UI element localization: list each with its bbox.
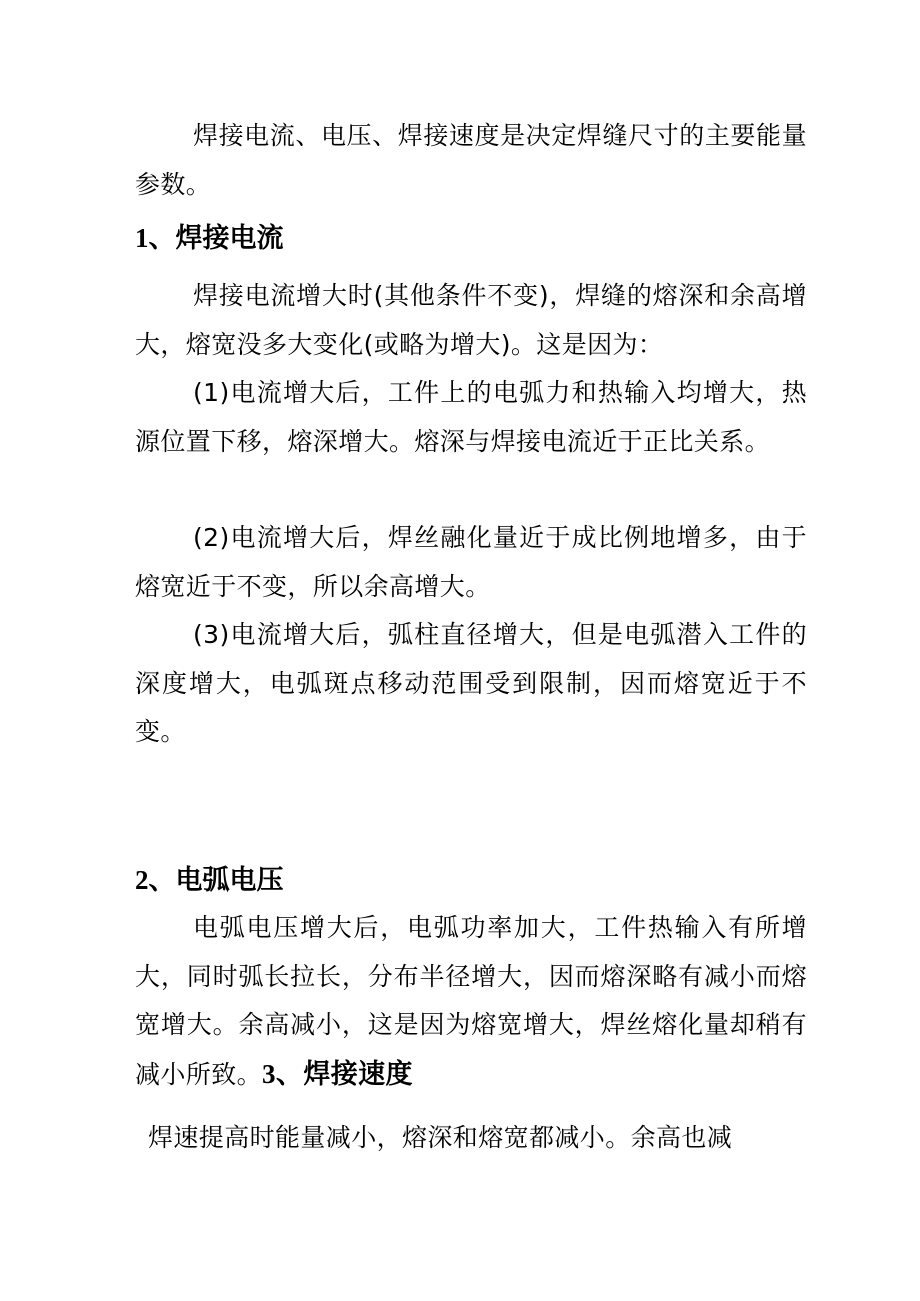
section-1-paragraph: 焊接电流增大时(其他条件不变)，焊缝的熔深和余高增大，熔宽没多大变化(或略为增大)。这是因为： [135, 281, 807, 359]
section-1-point-1: (1)电流增大后，工件上的电弧力和热输入均增大，热源位置下移，熔深增大。熔深与焊接电流近于正比关系。 [135, 378, 807, 456]
section-2-heading: 2、电弧电压 [135, 865, 284, 895]
section-1-point-3: (3)电流增大后，弧柱直径增大，但是电弧潜入工件的深度增大，电弧斑点移动范围受到限制，因而熔宽近于不变。 [135, 620, 807, 746]
section-2-paragraph-text: 电弧电压增大后，电弧功率加大，工件热输入有所增大，同时弧长拉长，分布半径增大，因而熔深略有减小而熔宽增大。余高减小，这是因为熔宽增大，焊丝熔化量却稍有减小所致。 [135, 913, 807, 1089]
section-3-paragraph: 焊速提高时能量减小，熔深和熔宽都减小。余高也减 [148, 1123, 733, 1152]
section-3-heading: 3、焊接速度 [262, 1058, 413, 1089]
intro-paragraph: 焊接电流、电压、焊接速度是决定焊缝尺寸的主要能量参数。 [135, 121, 807, 199]
section-1-heading: 1、焊接电流 [135, 223, 284, 253]
section-1-point-2: (2)电流增大后，焊丝融化量近于成比例地增多，由于熔宽近于不变，所以余高增大。 [135, 523, 807, 601]
section-2-paragraph [135, 904, 807, 1099]
